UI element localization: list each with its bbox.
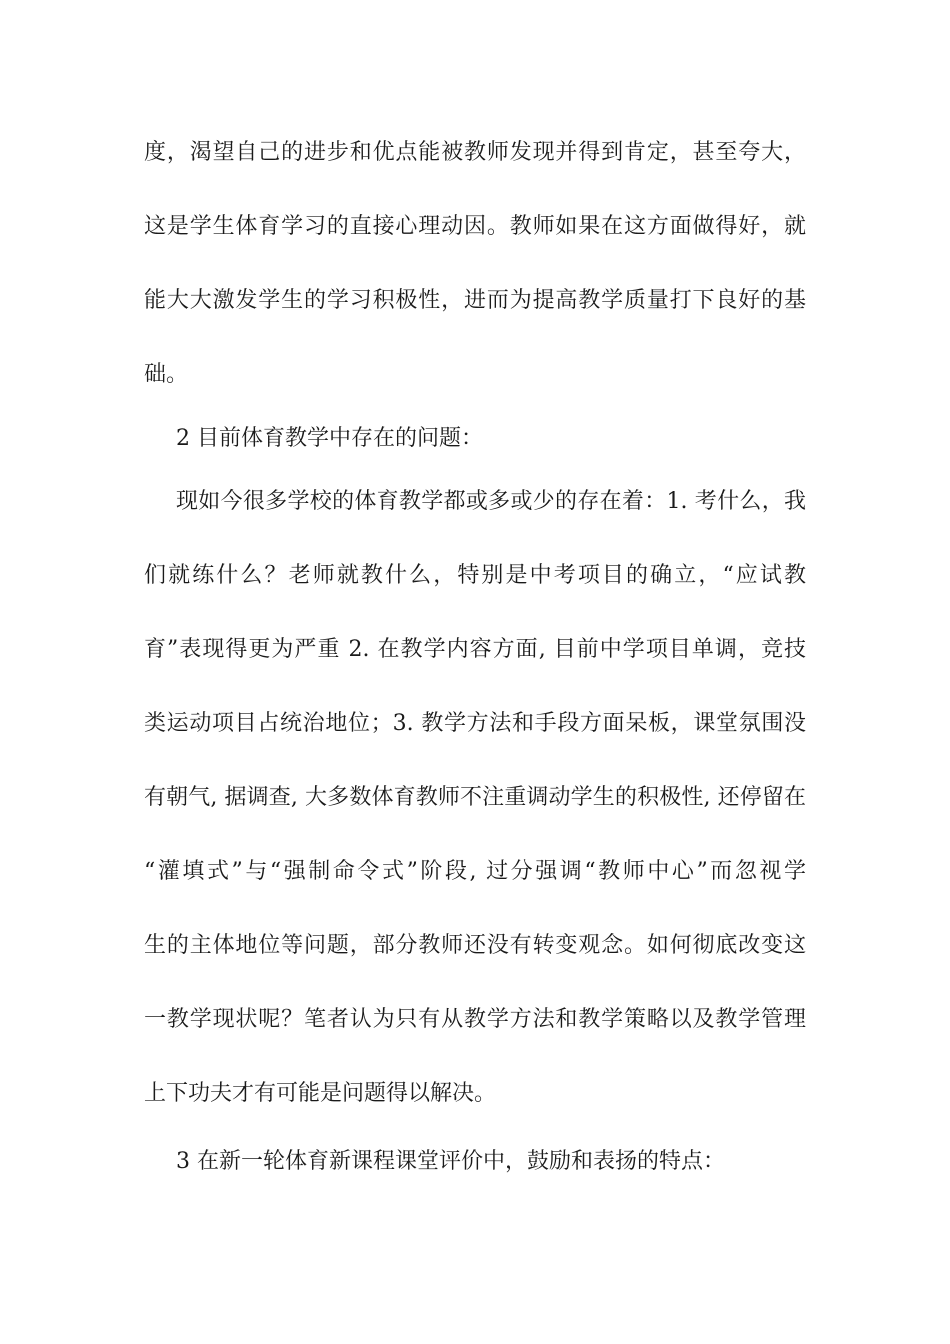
section-heading-3: 3 在新一轮体育新课程课堂评价中，鼓励和表扬的特点： <box>176 1149 725 1174</box>
paragraph-line: 一教学现状呢？笔者认为只有从教学方法和教学策略以及教学管理 <box>144 1007 806 1032</box>
section-heading-2: 2 目前体育教学中存在的问题： <box>176 426 483 451</box>
paragraph-line: 上下功夫才有可能是问题得以解决。 <box>144 1081 497 1106</box>
paragraph-line: 能大大激发学生的学习积极性，进而为提高教学质量打下良好的基 <box>144 288 806 313</box>
paragraph-line: 有朝气, 据调查, 大多数体育教师不注重调动学生的积极性, 还停留在 <box>144 785 806 810</box>
paragraph-line: 这是学生体育学习的直接心理动因。教师如果在这方面做得好，就 <box>144 214 806 239</box>
paragraph-line: 础。 <box>144 362 189 387</box>
paragraph-line: 育”表现得更为严重 2. 在教学内容方面, 目前中学项目单调，竞技 <box>144 637 806 662</box>
paragraph-line: 们就练什么？老师就教什么，特别是中考项目的确立，“应试教 <box>144 563 806 588</box>
paragraph-line: 类运动项目占统治地位；3. 教学方法和手段方面呆板，课堂氛围没 <box>144 711 806 736</box>
paragraph-line: 生的主体地位等问题，部分教师还没有转变观念。如何彻底改变这 <box>144 933 806 958</box>
paragraph-line: “灌填式”与“强制命令式”阶段, 过分强调“教师中心”而忽视学 <box>144 859 806 884</box>
paragraph-line: 现如今很多学校的体育教学都或多或少的存在着：1. 考什么，我 <box>176 489 806 514</box>
paragraph-line: 度，渴望自己的进步和优点能被教师发现并得到肯定，甚至夸大， <box>144 140 806 165</box>
